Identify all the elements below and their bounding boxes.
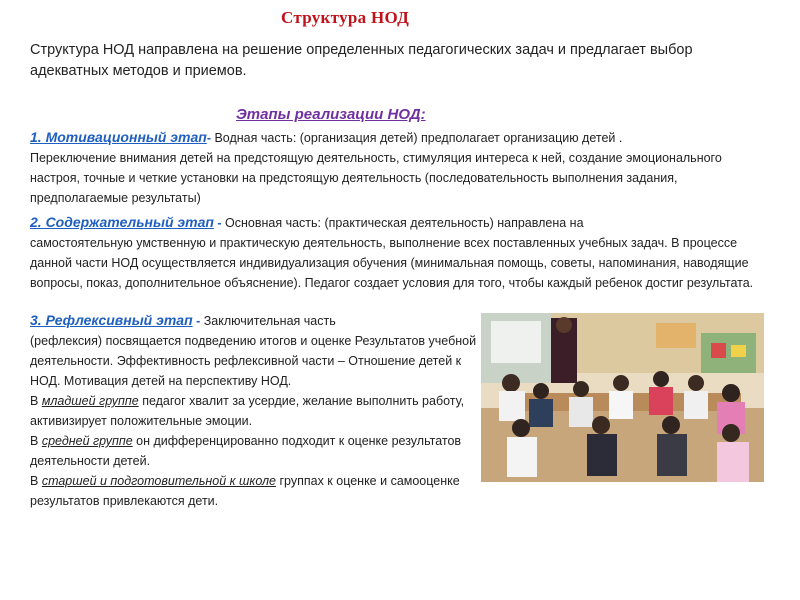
senior-group-line: В старшей и подготовительной к школе группах к оценке и самооценке результатов привлекаются дети.	[30, 474, 460, 508]
stage-3-lead: Заключительная часть	[203, 314, 336, 328]
stage-1-block	[30, 127, 770, 208]
stage-1-title: 1. Мотивационный этап	[30, 129, 207, 145]
stages-heading: Этапы реализации НОД:	[236, 106, 426, 123]
stage-3-dash: -	[192, 314, 204, 328]
middle-group-line: В средней группе он дифференцированно подходит к оценке результатов деятельности детей.	[30, 434, 462, 468]
intro-paragraph: Структура НОД направлена на решение определенных педагогических задач и предлагает выбор адекватных методов и приемов.	[30, 42, 693, 79]
stage-2-text: самостоятельную умственную и практическую деятельность, выполнение всех поставленных учебных задач. В процессе данной части НОД осуществляется индивидуализация обучения (минимальная помощь, советы, напоминания, наводящие вопросы, показ, дополнительное объяснение). Педагог создает условия для того, чтобы каждый ребенок достиг результата.	[30, 236, 754, 290]
stage-1-lead: Водная часть: (организация детей) предполагает организацию детей .	[210, 131, 623, 145]
senior-group-term: старшей и подготовительной к школе	[41, 474, 276, 488]
stage-2-block	[30, 212, 770, 293]
page-title: Структура НОД	[281, 8, 410, 27]
young-group-term: младшей группе	[41, 394, 139, 408]
stage-2-dash: -	[213, 216, 226, 230]
classroom-photo	[481, 313, 764, 482]
middle-group-term: средней группе	[41, 434, 133, 448]
stage-1-dash: -	[206, 131, 211, 145]
stage-2-lead: Основная часть: (практическая деятельность) направлена на	[225, 216, 584, 230]
stage-3-block	[30, 310, 480, 511]
stage-3-text: (рефлексия) посвящается подведению итогов и оценке Результатов учебной деятельности. Эффективность рефлексивной части – Отношение детей к НОД. Мотивация детей на перспективу НОД.	[30, 334, 477, 388]
stage-3-title: 3. Рефлексивный этап	[30, 312, 193, 328]
stage-2-title: 2. Содержательный этап	[30, 214, 214, 230]
young-group-line: В младшей группе педагог хвалит за усердие, желание выполнить работу, активизирует положительные эмоции.	[30, 394, 465, 428]
stage-1-text: Переключение внимания детей на предстоящую деятельность, стимуляция интереса к ней, создание эмоционального настроя, точные и четкие установки на предстоящую деятельность (последовательность выполнения задания, предполагаемые результаты)	[30, 151, 722, 205]
